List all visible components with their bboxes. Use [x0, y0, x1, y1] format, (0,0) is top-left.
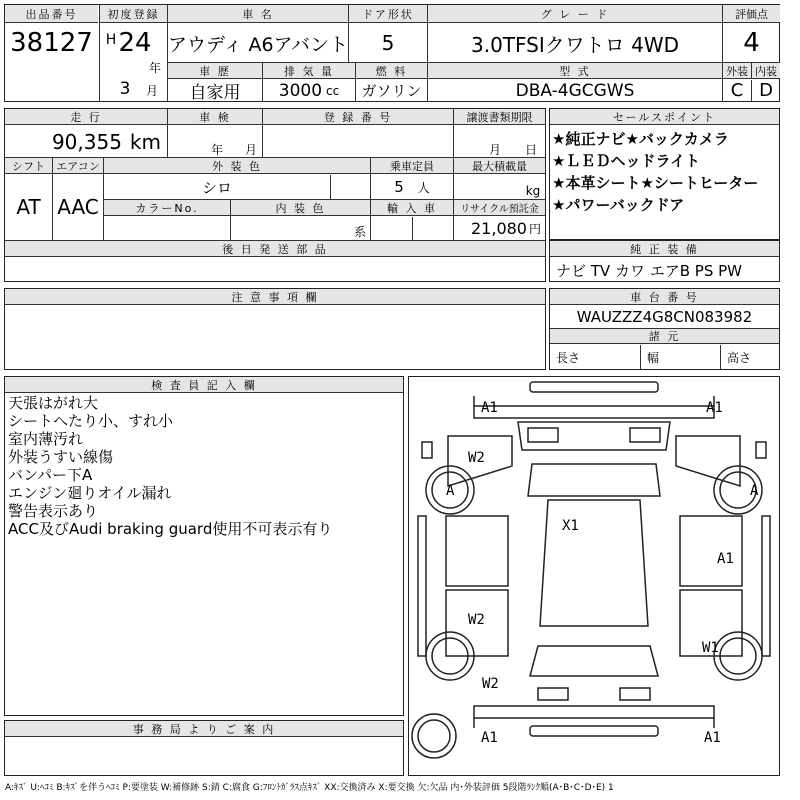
- transfer-day-unit: 日: [524, 142, 537, 157]
- int-label: 内装: [751, 63, 780, 79]
- insp-month-unit: 月: [244, 142, 257, 157]
- int-color-label: 内 装 色: [231, 200, 370, 216]
- color-no-label: カラーNo.: [104, 200, 230, 216]
- grade: 3.0TFSIクワトロ 4WD: [470, 32, 680, 57]
- dims-height: 高さ: [720, 345, 779, 369]
- mark-right-front-wheel: A: [750, 483, 759, 499]
- ext-label: 外装: [723, 63, 751, 79]
- inspector-line: エンジン廻りオイル漏れ: [8, 484, 172, 502]
- dims-width: 幅: [640, 345, 720, 369]
- ext-color-label: 外 装 色: [104, 158, 370, 174]
- load-label: 最大積載量: [454, 158, 545, 174]
- mark-left-rear-quarter: W2: [482, 676, 499, 692]
- mark-right-rear-quarter: W1: [702, 640, 719, 656]
- equipment-label: 純 正 装 備: [550, 241, 779, 257]
- mileage: 90,355 km: [51, 130, 161, 154]
- import-label: 輸 入 車: [371, 200, 453, 216]
- displacement-label: 排 気 量: [263, 63, 355, 79]
- doors-label: ドア形状: [349, 5, 427, 23]
- reg-year: 24: [118, 28, 152, 58]
- car-name: アウディ A6アバント: [167, 33, 349, 56]
- sales-point: ★本革シート★シートヒーター: [552, 174, 759, 192]
- ext-grade: C: [730, 80, 744, 101]
- seats: 5 人: [394, 178, 430, 196]
- mark-left-front-door: W2: [468, 450, 485, 466]
- month-unit: 月: [145, 83, 158, 98]
- mileage-label: 走 行: [5, 109, 167, 125]
- sales-point: ★ＬＥＤヘッドライト: [552, 152, 700, 170]
- int-grade: D: [751, 80, 780, 101]
- inspector-line: 外装うすい線傷: [8, 448, 114, 466]
- mark-rear-right: A1: [704, 730, 721, 746]
- inspector-line: バンパー下A: [8, 466, 93, 484]
- ac-label: エアコン: [53, 158, 103, 174]
- sales-point: ★パワーバックドア: [552, 196, 685, 214]
- inspector-line: 室内薄汚れ: [8, 430, 84, 448]
- mark-front-left: A1: [481, 400, 498, 416]
- chassis-label: 車 台 番 号: [550, 289, 779, 305]
- inspector-line: 警告表示あり: [8, 502, 99, 520]
- load-unit: kg: [525, 184, 541, 198]
- car-diagram: [408, 376, 780, 776]
- ext-color: シロ: [201, 178, 232, 197]
- inspection-label: 車 検: [168, 109, 262, 125]
- dims-label: 諸 元: [550, 328, 779, 344]
- dims-length: 長さ: [556, 350, 581, 365]
- int-color-unit: 系: [353, 224, 366, 239]
- doors: 5: [381, 31, 395, 55]
- mark-front-right: A1: [706, 400, 723, 416]
- year-unit: 年: [148, 60, 161, 75]
- reg-no-label: 登 録 番 号: [263, 109, 453, 125]
- div-14: [330, 175, 331, 199]
- mark-rear-left: A1: [481, 730, 498, 746]
- first-reg-label: 初度登録: [100, 5, 167, 23]
- mark-right-rear-door: A1: [717, 551, 734, 567]
- ac: AAC: [57, 195, 99, 219]
- score: 4: [743, 28, 760, 58]
- lot-number: 38127: [10, 28, 93, 58]
- history: 自家用: [189, 83, 241, 103]
- sales-label: セールスポイント: [550, 109, 779, 125]
- later-parts-label: 後 日 発 送 部 品: [5, 241, 545, 257]
- car-name-label: 車 名: [168, 5, 348, 23]
- score-label: 評価点: [723, 5, 780, 23]
- history-label: 車 歴: [168, 63, 262, 79]
- grade-label: グ レ ー ド: [428, 5, 722, 23]
- inspector-line: シートへたり小、すれ小: [8, 412, 174, 430]
- model: DBA-4GCGWS: [515, 80, 635, 101]
- insp-year-unit: 年: [210, 142, 223, 157]
- model-label: 型 式: [428, 63, 722, 79]
- inspector-label: 検 査 員 記 入 欄: [5, 377, 403, 393]
- office-label: 事 務 局 よ り ご 案 内: [5, 721, 403, 737]
- mark-left-front-wheel: A: [446, 483, 455, 499]
- sales-point: ★純正ナビ★バックカメラ: [552, 130, 729, 148]
- seats-label: 乗車定員: [371, 158, 453, 174]
- mark-roof: X1: [562, 518, 579, 534]
- shift-label: シフト: [5, 158, 52, 174]
- era: H: [105, 32, 117, 48]
- inspector-notes: [8, 394, 332, 538]
- recycle: 21,080 円: [471, 219, 541, 238]
- displacement: 3000 cc: [278, 80, 340, 101]
- legend: A:ｷｽﾞ U:ﾍｺﾐ B:ｷｽﾞを伴うﾍｺﾐ P:要塗装 W:補修跡 S:錆 C:腐食 G:ﾌﾛﾝﾄｶﾞﾗｽ点ｷｽﾞ XX:交換済み X:要交換 欠:欠品 内･外装評価 5段階ﾗﾝｸ順(A･B･C･D･E) 1: [5, 783, 614, 793]
- shift: AT: [16, 195, 41, 219]
- sales-points: [552, 128, 758, 216]
- div-18: [412, 217, 413, 240]
- equipment-items: ナビ TV カワ エアB PS PW: [556, 261, 742, 280]
- fuel-label: 燃 料: [356, 63, 427, 79]
- transfer-label: 譲渡書類期限: [454, 109, 545, 125]
- recycle-label: リサイクル預託金: [454, 200, 545, 216]
- lot-label: 出品番号: [5, 5, 98, 23]
- transfer-month-unit: 月: [488, 142, 501, 157]
- inspector-line: 天張はがれ大: [8, 394, 99, 412]
- reg-month: 3: [119, 79, 131, 99]
- mark-left-rear-door: W2: [468, 612, 485, 628]
- fuel: ガソリン: [361, 82, 422, 100]
- inspector-line: ACC及びAudi braking guard使用不可表示有り: [8, 520, 333, 538]
- chassis-number: WAUZZZ4G8CN083982: [576, 308, 753, 326]
- notes-label: 注 意 事 項 欄: [5, 289, 545, 305]
